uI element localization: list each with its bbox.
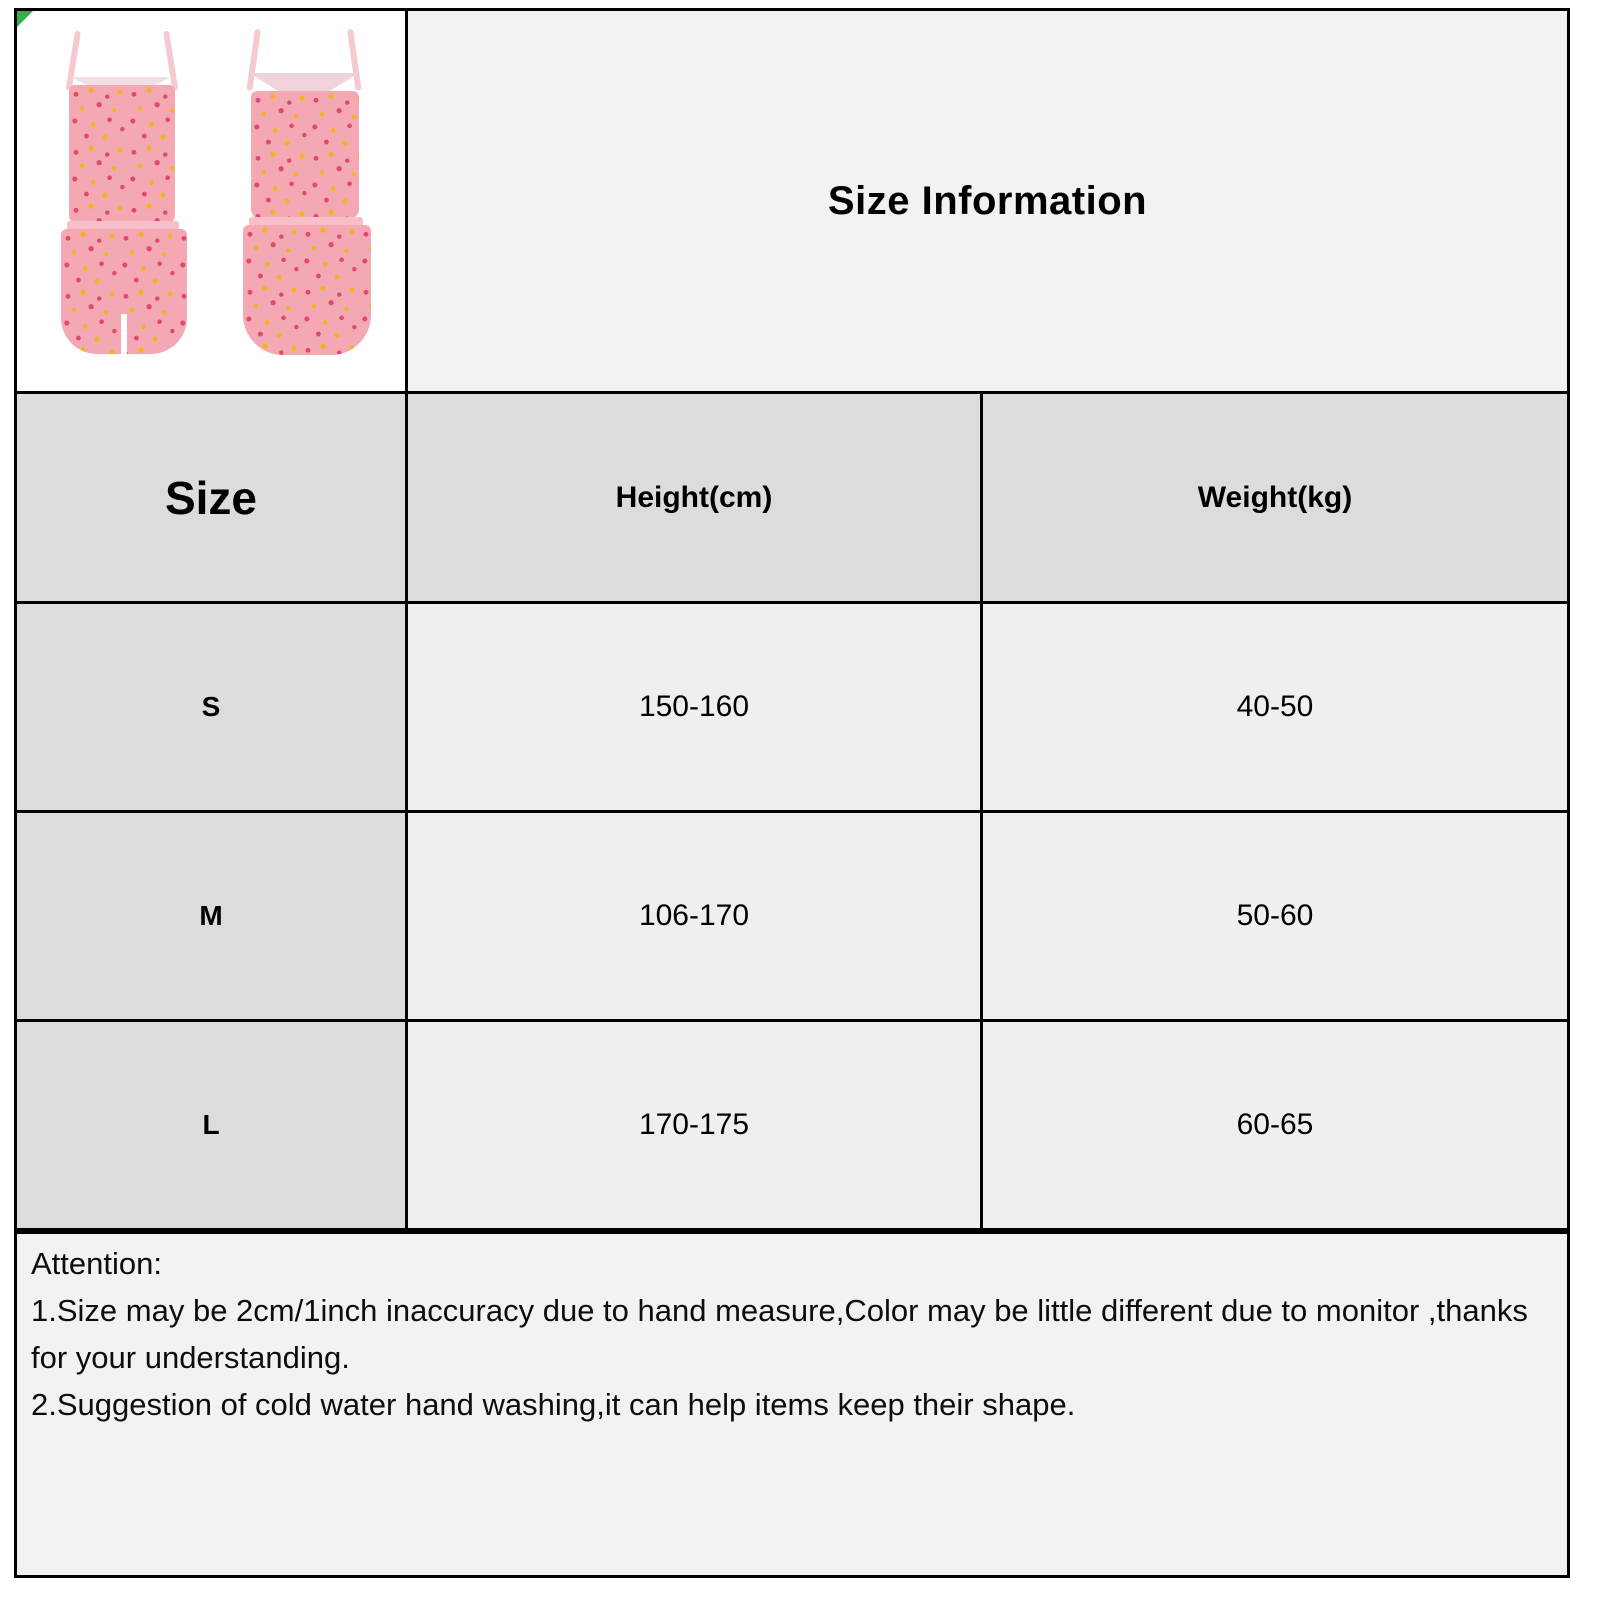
page-title: Size Information	[827, 178, 1148, 223]
cell-weight	[983, 1022, 1567, 1228]
column-header-height	[408, 394, 983, 601]
garment-front-view	[47, 25, 207, 375]
garment-back-view	[229, 25, 389, 375]
height-value: 170-175	[638, 1108, 750, 1141]
column-header-height-label: Height(cm)	[615, 480, 773, 514]
floral-print	[243, 225, 371, 355]
attention-heading: Attention:	[31, 1246, 162, 1281]
attention-note-2: 2.Suggestion of cold water hand washing,it can help items keep their shape.	[31, 1387, 1076, 1422]
cami-top	[69, 85, 175, 225]
column-header-size-label: Size	[164, 471, 258, 524]
strap-right-icon	[347, 29, 362, 91]
cell-height	[408, 604, 983, 810]
column-header-weight-label: Weight(kg)	[1197, 480, 1353, 514]
cell-height	[408, 813, 983, 1019]
cell-size	[17, 813, 408, 1019]
cell-size	[17, 1022, 408, 1228]
table-row	[17, 813, 1567, 1022]
column-header-weight	[983, 394, 1567, 601]
table-header-row	[17, 394, 1567, 604]
cell-size	[17, 604, 408, 810]
strap-left-icon	[66, 31, 81, 91]
weight-value: 60-65	[1236, 1108, 1314, 1141]
cell-weight	[983, 813, 1567, 1019]
product-image-cell	[17, 11, 408, 391]
weight-value: 40-50	[1236, 690, 1314, 723]
column-header-size	[17, 394, 408, 601]
size-value: L	[202, 1109, 220, 1140]
strap-left-icon	[246, 29, 261, 91]
height-value: 106-170	[638, 899, 750, 932]
size-value: S	[201, 691, 221, 722]
size-value: M	[199, 900, 223, 931]
attention-note-1: 1.Size may be 2cm/1inch inaccuracy due to hand measure,Color may be little different due to monitor ,thanks for your understanding.	[31, 1293, 1528, 1375]
size-chart-sheet	[14, 8, 1570, 1578]
shorts	[61, 229, 187, 354]
attention-block	[17, 1231, 1567, 1557]
shorts	[243, 225, 371, 355]
table-row	[17, 604, 1567, 813]
table-row	[17, 1022, 1567, 1231]
cami-top	[251, 91, 359, 219]
floral-print	[251, 91, 359, 219]
title-cell	[408, 11, 1567, 391]
header-row	[17, 11, 1567, 394]
cell-weight	[983, 604, 1567, 810]
height-value: 150-160	[638, 690, 750, 723]
strap-right-icon	[163, 31, 178, 91]
weight-value: 50-60	[1236, 899, 1314, 932]
cell-height	[408, 1022, 983, 1228]
garment-illustration	[17, 11, 408, 391]
floral-print	[69, 85, 175, 225]
